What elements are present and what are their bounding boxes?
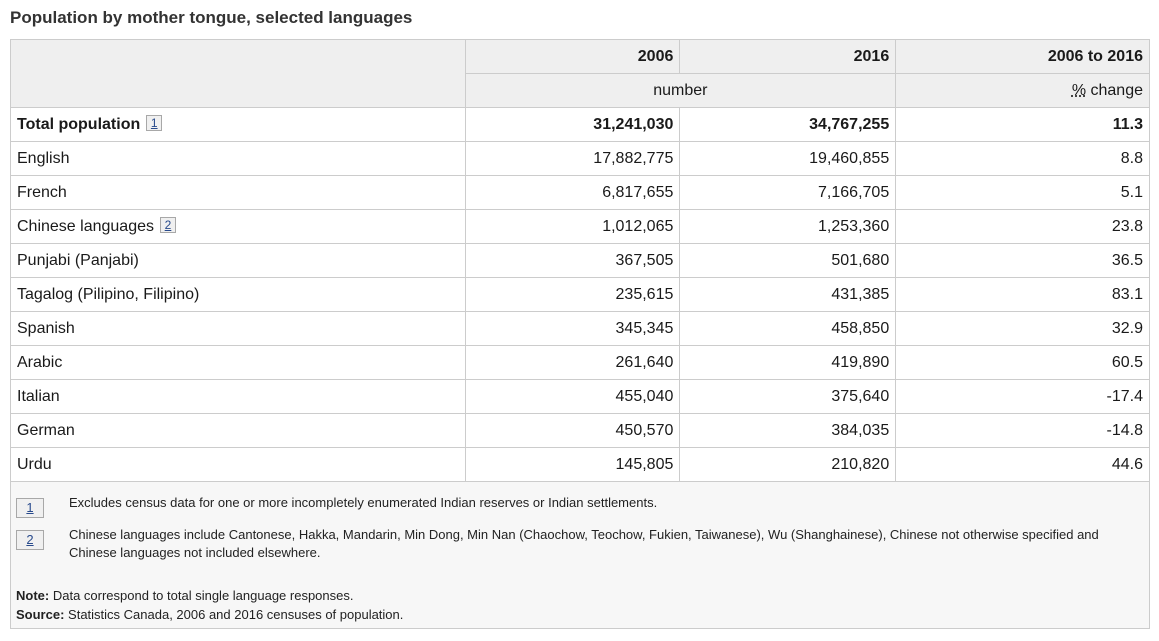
value-change: 8.8 [896, 142, 1150, 176]
note-line [16, 588, 353, 603]
header-change: 2006 to 2016 [896, 40, 1150, 74]
table-row [11, 142, 1150, 176]
value-2016: 7,166,705 [680, 176, 896, 210]
table-row [11, 346, 1150, 380]
note-text: Data correspond to total single language responses. [52, 588, 354, 603]
value-2006: 450,570 [465, 414, 680, 448]
source-text: Statistics Canada, 2006 and 2016 censuses of population. [68, 607, 404, 622]
row-label: German [17, 421, 75, 439]
header-2006: 2006 [465, 40, 680, 74]
value-2016: 210,820 [680, 448, 896, 482]
table-row [11, 312, 1150, 346]
value-2006: 455,040 [465, 380, 680, 414]
unit-pct-change [896, 74, 1150, 108]
table-row [11, 244, 1150, 278]
pct-abbreviation[interactable]: % [1071, 81, 1087, 99]
table-row [11, 278, 1150, 312]
footnotes [16, 494, 1136, 576]
note-label: Note: [16, 588, 50, 603]
value-2016: 34,767,255 [680, 108, 896, 142]
value-change: 36.5 [896, 244, 1150, 278]
table-row [11, 414, 1150, 448]
value-2016: 431,385 [680, 278, 896, 312]
table-caption: Population by mother tongue, selected languages [10, 8, 413, 27]
value-2006: 367,505 [465, 244, 680, 278]
row-label-cell [11, 312, 466, 346]
row-label: Italian [17, 387, 60, 405]
row-label-cell [11, 380, 466, 414]
value-2016: 419,890 [680, 346, 896, 380]
value-change: 23.8 [896, 210, 1150, 244]
value-change: 83.1 [896, 278, 1150, 312]
row-label-cell [11, 108, 466, 142]
footnote-1 [16, 494, 1136, 515]
footnote-2-number[interactable]: 2 [16, 530, 44, 550]
unit-number: number [465, 74, 896, 108]
row-label: Total population [17, 116, 141, 133]
footnote-1-number[interactable]: 1 [16, 498, 44, 518]
value-change: -17.4 [896, 380, 1150, 414]
value-2006: 261,640 [465, 346, 680, 380]
value-2016: 19,460,855 [680, 142, 896, 176]
value-change: -14.8 [896, 414, 1150, 448]
data-table [10, 39, 1150, 482]
footnote-2-text: Chinese languages include Cantonese, Hakka, Mandarin, Min Dong, Min Nan (Chaochow, Teochow, Fukien, Taiwanese), Wu (Shanghainese), Chinese not otherwise specified and Chinese languages not included elsewhere. [69, 527, 1099, 560]
row-label-cell [11, 176, 466, 210]
row-label: Urdu [17, 455, 52, 473]
row-label: French [17, 183, 67, 201]
value-change: 5.1 [896, 176, 1150, 210]
value-2016: 1,253,360 [680, 210, 896, 244]
row-label-cell [11, 346, 466, 380]
footnote-1-text: Excludes census data for one or more incompletely enumerated Indian reserves or Indian settlements. [69, 495, 658, 510]
value-change: 44.6 [896, 448, 1150, 482]
unit-pct-word: change [1090, 81, 1143, 99]
row-label: Chinese languages [17, 218, 154, 235]
table-row [11, 380, 1150, 414]
source-label: Source: [16, 607, 65, 622]
stub-header [11, 40, 466, 108]
row-label-cell [11, 448, 466, 482]
source-line [16, 607, 403, 622]
value-change: 60.5 [896, 346, 1150, 380]
value-2006: 6,817,655 [465, 176, 680, 210]
row-label: Spanish [17, 319, 75, 337]
table-row [11, 448, 1150, 482]
footnote-ref-2[interactable]: 2 [160, 217, 176, 233]
value-2016: 501,680 [680, 244, 896, 278]
header-2016: 2016 [680, 40, 896, 74]
value-2006: 1,012,065 [465, 210, 680, 244]
value-2006: 17,882,775 [465, 142, 680, 176]
row-label-cell [11, 142, 466, 176]
value-2016: 458,850 [680, 312, 896, 346]
value-2006: 345,345 [465, 312, 680, 346]
table-row [11, 176, 1150, 210]
row-label: Arabic [17, 353, 63, 371]
table-row-total [11, 108, 1150, 142]
value-change: 32.9 [896, 312, 1150, 346]
value-2016: 375,640 [680, 380, 896, 414]
row-label-cell [11, 210, 466, 244]
row-label-cell [11, 414, 466, 448]
row-label: Punjabi (Panjabi) [17, 251, 139, 269]
footnote-2 [16, 526, 1136, 562]
row-label-cell [11, 278, 466, 312]
footnote-ref-1[interactable]: 1 [146, 115, 162, 131]
value-2006: 145,805 [465, 448, 680, 482]
table-row [11, 210, 1150, 244]
value-2006: 31,241,030 [465, 108, 680, 142]
value-2006: 235,615 [465, 278, 680, 312]
row-label: English [17, 149, 70, 167]
row-label-cell [11, 244, 466, 278]
value-2016: 384,035 [680, 414, 896, 448]
value-change: 11.3 [896, 108, 1150, 142]
row-label: Tagalog (Pilipino, Filipino) [17, 285, 200, 303]
